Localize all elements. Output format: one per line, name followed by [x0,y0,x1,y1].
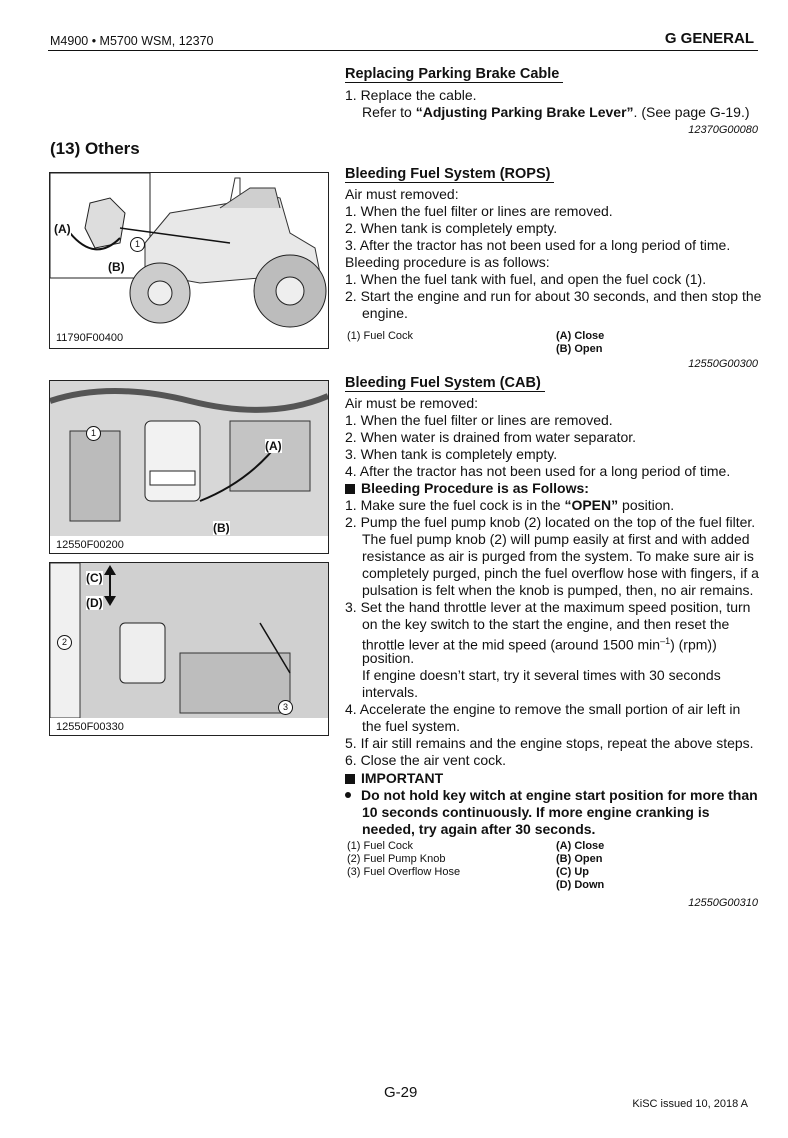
cab-line: Air must be removed: [345,395,479,411]
rops-line: Bleeding procedure is as follows: [345,254,550,270]
cab-title: Bleeding Fuel System (CAB) [345,375,545,391]
cab-line: 4. After the tractor has not been used for a long period of time. [345,463,731,479]
rops-line: 2. When tank is completely empty. [345,220,558,236]
rops-legend-item: (1) Fuel Cock [347,330,414,342]
bullet-icon [345,792,351,798]
cab-step-2: resistance as air is purged from the system. To make sure air is [362,548,754,564]
fuel-filter-illustration [50,381,328,536]
tractor-illustration [50,173,328,328]
important-heading: IMPORTANT [345,770,443,787]
label-c: (C) [86,571,103,585]
important-text: needed, try again after 30 seconds. [362,821,596,837]
parking-brake-title: Replacing Parking Brake Cable [345,66,563,82]
cab-line: 2. When water is drained from water separator. [345,429,637,445]
rops-line: engine. [362,305,408,321]
callout-1: 1 [86,426,101,441]
square-bullet-icon [345,484,355,494]
callout-1: 1 [130,237,145,252]
label-a: (A) [54,222,71,236]
rops-line: 2. Start the engine and run for about 30 seconds, and then stop the [345,288,762,304]
figure-id: 11790F00400 [56,332,124,344]
cab-step-3: position. [362,650,415,666]
figure-fuel-pump [49,562,329,736]
procedure-heading: Bleeding Procedure is as Follows: [345,480,589,497]
rops-legend-a: (A) Close [556,330,605,342]
rops-legend-b: (B) Open [556,343,603,355]
cab-legend-item: (3) Fuel Overflow Hose [347,866,461,878]
cab-legend-letter: (C) Up [556,866,589,878]
cab-line: 1. When the fuel filter or lines are removed. [345,412,613,428]
parking-step-ref: Refer to “Adjusting Parking Brake Lever”. (See page G-19.) [362,104,750,120]
cab-step-6: 6. Close the air vent cock. [345,752,507,768]
label-b: (B) [108,260,125,274]
document-header-left: M4900 • M5700 WSM, 12370 [50,34,214,48]
cab-step-3: 3. Set the hand throttle lever at the maximum speed position, turn [345,599,751,615]
label-b: (B) [213,521,230,535]
callout-3: 3 [278,700,293,715]
cab-step-1: 1. Make sure the fuel cock is in the “OPEN” position. [345,497,675,513]
important-text: Do not hold key witch at engine start position for more than [345,787,758,804]
cab-step-2: 2. Pump the fuel pump knob (2) located on the top of the fuel filter. [345,514,756,530]
rops-line: 3. After the tractor has not been used for a long period of time. [345,237,731,253]
cab-legend-letter: (B) Open [556,853,603,865]
figure-id: 12550F00200 [56,539,124,551]
section-header: G GENERAL [664,30,754,47]
figure-tractor-fuel-cock [49,172,329,349]
cab-step-4: 4. Accelerate the engine to remove the small portion of air left in [345,701,741,717]
important-text: 10 seconds continuously. If more engine cranking is [362,804,710,820]
cab-step-4: the fuel system. [362,718,461,734]
issue-note: KiSC issued 10, 2018 A [632,1098,748,1110]
label-a: (A) [265,439,282,453]
cab-legend-item: (2) Fuel Pump Knob [347,853,446,865]
cab-legend-letter: (A) Close [556,840,605,852]
cab-step-2: The fuel pump knob (2) will pump easily at first and with added [362,531,750,547]
cab-step-3: on the key switch to the start the engine, and then reset the [362,616,730,632]
label-d: (D) [86,596,103,610]
section-heading-others: (13) Others [50,139,140,158]
cab-step-2: pulsation is felt when the knob is pumped, then, no air remains. [362,582,754,598]
cab-step-3: If engine doesn’t start, try it several times with 30 seconds [362,667,721,683]
parking-step-1: 1. Replace the cable. [345,87,477,103]
cab-step-3: throttle lever at the mid speed (around 1500 $\min^{-1}$) (rpm)) [362,636,717,653]
cab-legend-item: (1) Fuel Cock [347,840,414,852]
cab-step-2: completely purged, pinch the fuel overflow hose with fingers, if a [362,565,759,581]
callout-2: 2 [57,635,72,650]
cab-step-3: intervals. [362,684,419,700]
page-number: G-29 [384,1084,418,1101]
rops-title: Bleeding Fuel System (ROPS) [345,166,554,182]
cab-legend-letter: (D) Down [556,879,605,891]
rops-code: 12550G00300 [688,358,758,370]
rops-line: 1. When the fuel tank with fuel, and open the fuel cock (1). [345,271,707,287]
fuel-pump-illustration [50,563,328,718]
cab-step-5: 5. If air still remains and the engine stops, repeat the above steps. [345,735,754,751]
header-rule [48,50,758,51]
figure-fuel-filter [49,380,329,554]
parking-code: 12370G00080 [688,124,758,136]
rops-line: Air must removed: [345,186,459,202]
cab-line: 3. When tank is completely empty. [345,446,558,462]
figure-id: 12550F00330 [56,721,124,733]
cab-code: 12550G00310 [688,897,758,909]
rops-line: 1. When the fuel filter or lines are removed. [345,203,613,219]
square-bullet-icon [345,774,355,784]
